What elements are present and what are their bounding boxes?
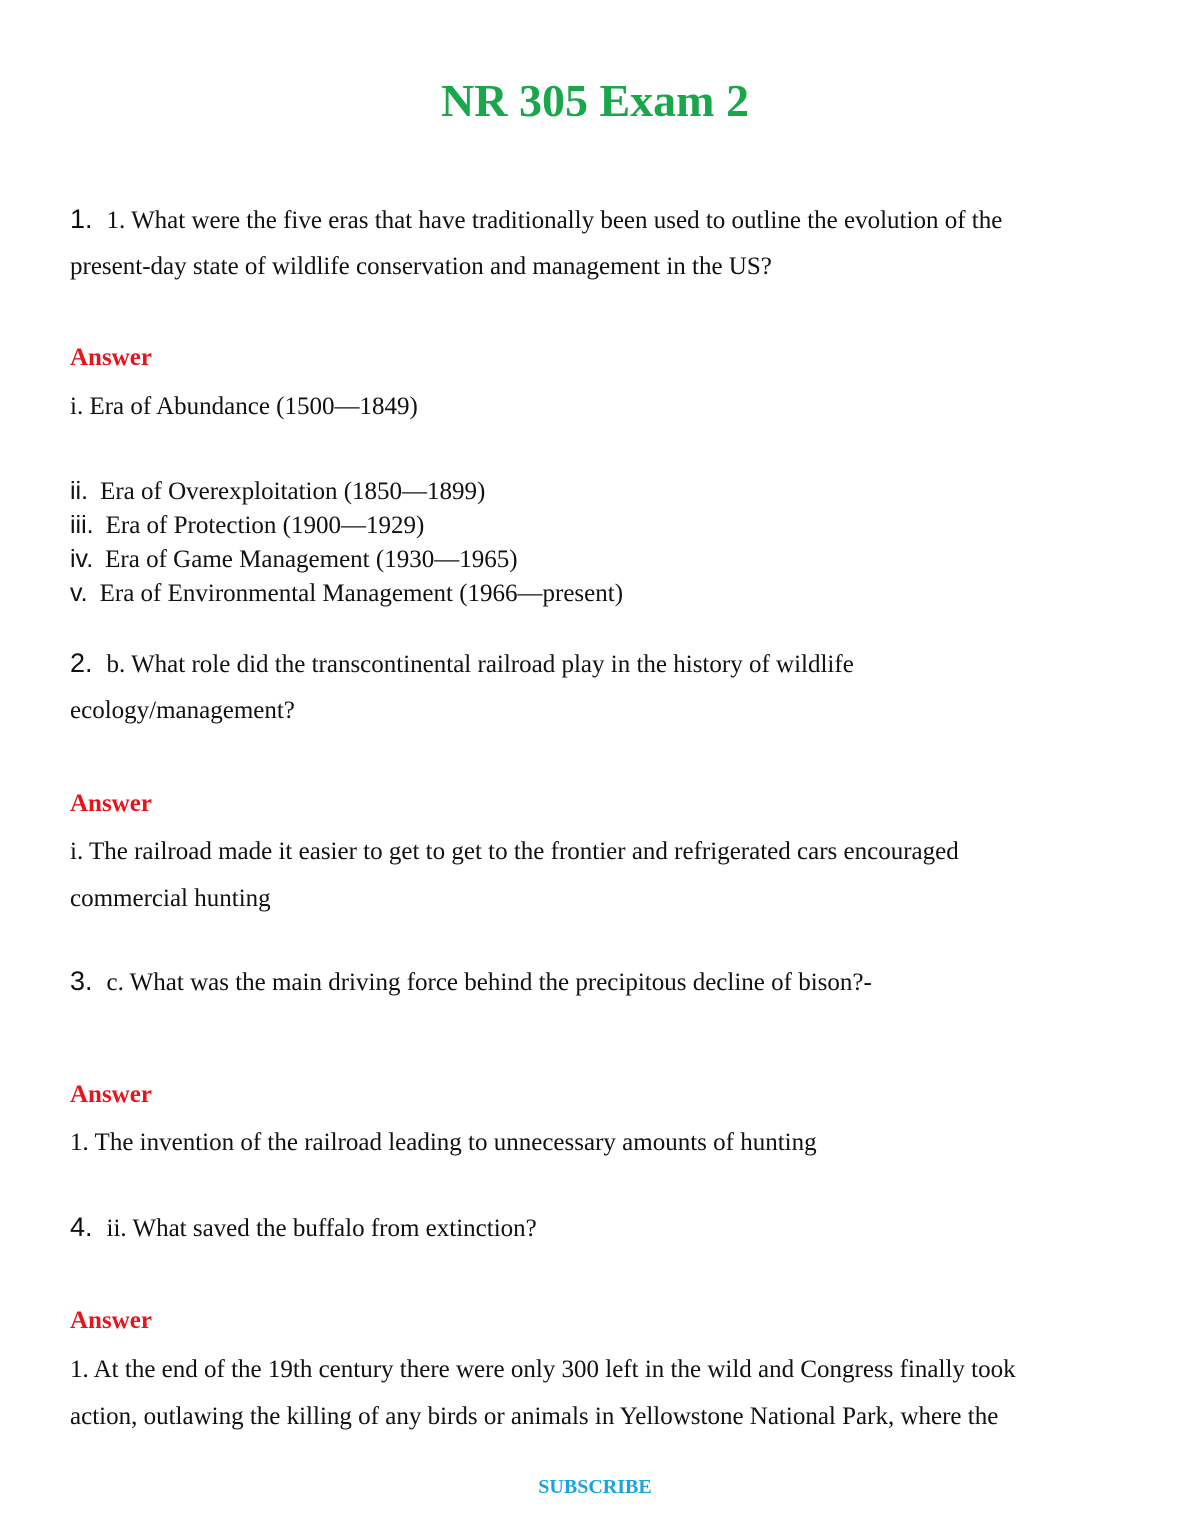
- list-item: [70, 508, 424, 543]
- answer-2-line2: commercial hunting: [70, 885, 271, 912]
- question-number: 1.: [70, 204, 93, 234]
- question-number: 3.: [70, 966, 93, 996]
- answer-label: Answer: [70, 344, 152, 371]
- question-text: c. What was the main driving force behind the precipitous decline of bison?-: [106, 969, 872, 996]
- answer-label: Answer: [70, 1307, 152, 1334]
- subscribe-link[interactable]: SUBSCRIBE: [538, 1476, 652, 1498]
- list-item: [70, 474, 485, 509]
- question-3: [70, 958, 872, 1006]
- list-item-number: iii.: [70, 511, 94, 539]
- list-item-text: Era of Environmental Management (1966—present): [99, 580, 624, 607]
- answer-4-line2: action, outlawing the killing of any birds or animals in Yellowstone National Park, where the: [70, 1403, 999, 1430]
- question-2-cont: ecology/management?: [70, 697, 295, 724]
- answer-3-line1: 1. The invention of the railroad leading to unnecessary amounts of hunting: [70, 1129, 817, 1156]
- answer-label: Answer: [70, 790, 152, 817]
- question-text: 1. What were the five eras that have traditionally been used to outline the evolution of the: [106, 207, 1003, 234]
- list-item-text: Era of Protection (1900—1929): [105, 512, 425, 539]
- list-item-text: Era of Overexploitation (1850—1899): [100, 478, 486, 505]
- question-2: [70, 640, 854, 688]
- list-item: [70, 576, 623, 611]
- answer-4-line1: 1. At the end of the 19th century there were only 300 left in the wild and Congress finally took: [70, 1356, 1016, 1383]
- question-text: b. What role did the transcontinental railroad play in the history of wildlife: [106, 651, 854, 678]
- question-1-cont: present-day state of wildlife conservation and management in the US?: [70, 253, 772, 280]
- question-4: [70, 1204, 537, 1252]
- list-item-number: ii.: [70, 477, 89, 505]
- question-number: 2.: [70, 648, 93, 678]
- list-item-text: Era of Game Management (1930—1965): [105, 546, 518, 573]
- list-item-number: iv.: [70, 545, 94, 573]
- question-text: ii. What saved the buffalo from extinction?: [106, 1215, 537, 1242]
- question-1: [70, 196, 1002, 244]
- list-item-number: v.: [70, 579, 88, 607]
- question-number: 4.: [70, 1212, 93, 1242]
- answer-1-first: i. Era of Abundance (1500—1849): [70, 393, 418, 420]
- list-item: [70, 542, 518, 577]
- answer-label: Answer: [70, 1081, 152, 1108]
- page-title: NR 305 Exam 2: [441, 75, 749, 126]
- answer-2-line1: i. The railroad made it easier to get to get to the frontier and refrigerated cars encouraged: [70, 838, 959, 865]
